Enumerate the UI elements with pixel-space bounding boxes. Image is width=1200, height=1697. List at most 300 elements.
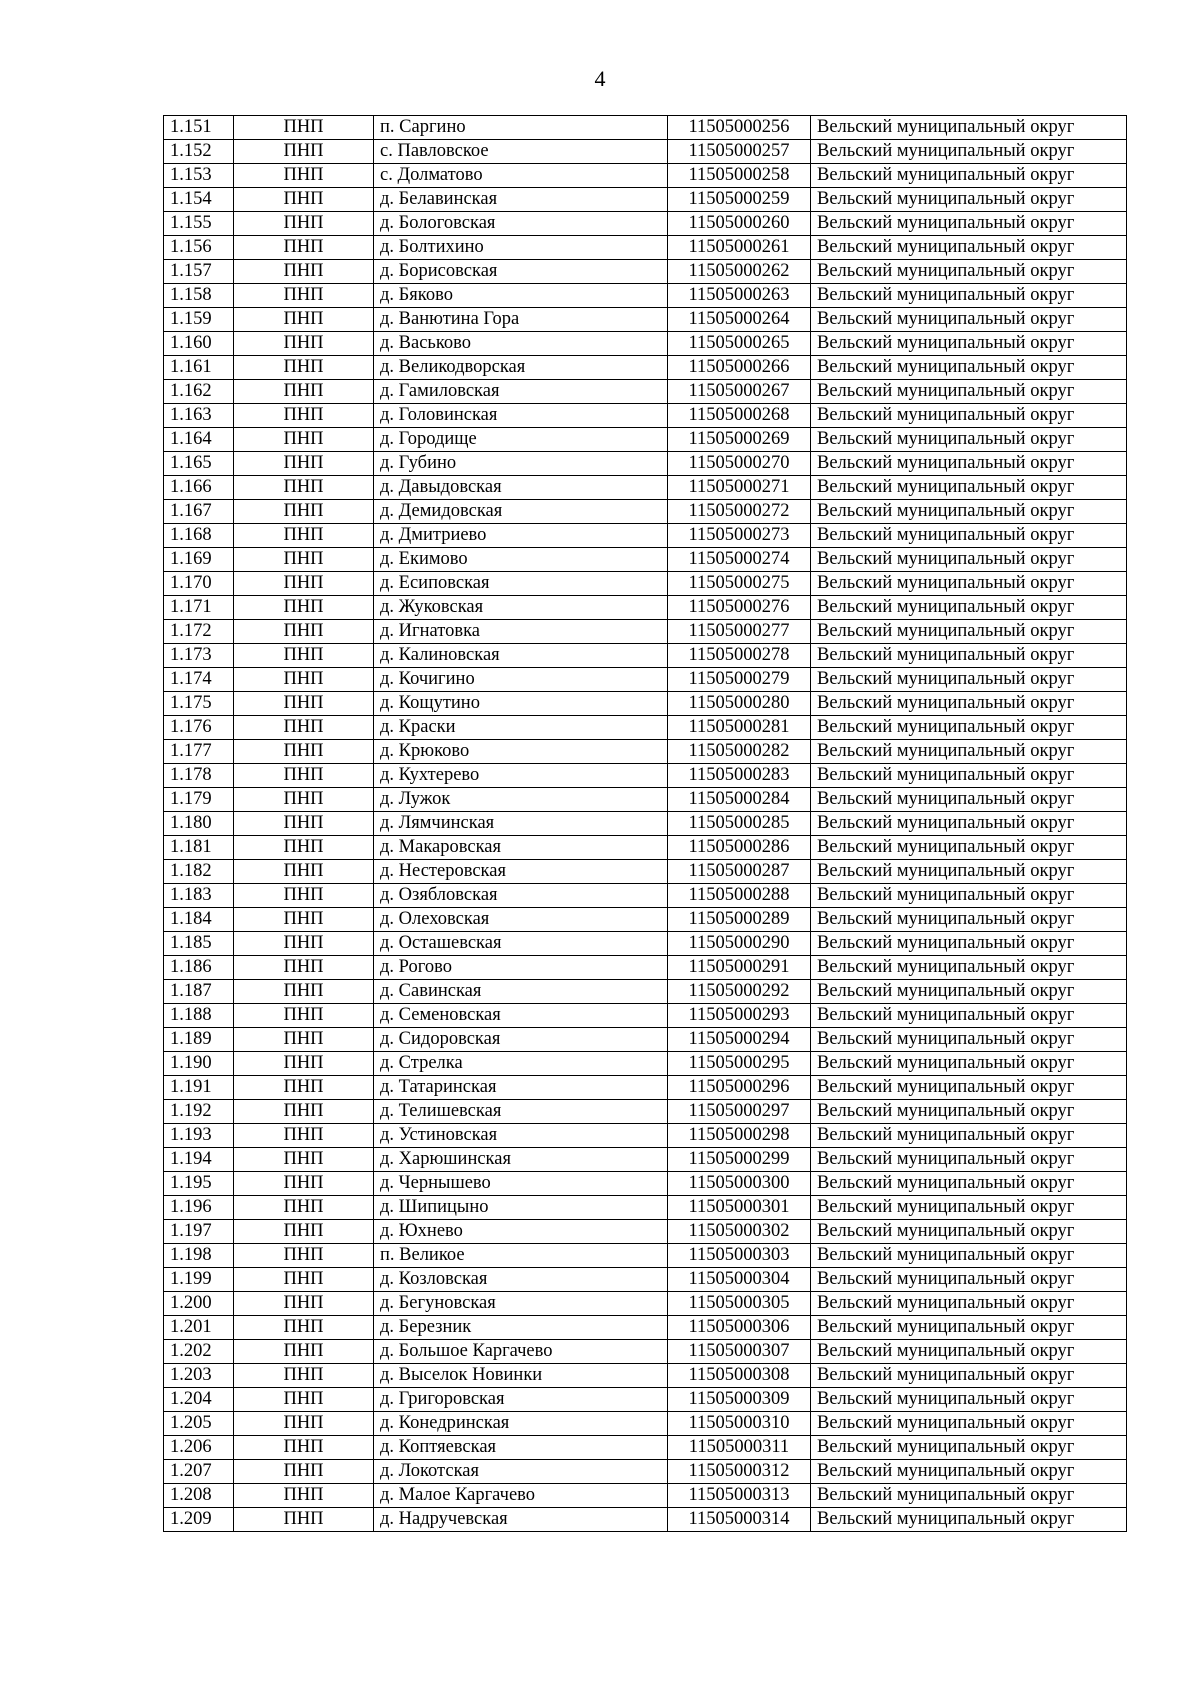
settlement-name-cell: д. Козловская — [374, 1268, 668, 1292]
table-row — [164, 956, 1127, 980]
table-row — [164, 1484, 1127, 1508]
district-cell: Вельский муниципальный округ — [811, 1508, 1127, 1532]
district-cell: Вельский муниципальный округ — [811, 908, 1127, 932]
oktmo-code-cell: 11505000290 — [668, 932, 811, 956]
district-cell: Вельский муниципальный округ — [811, 788, 1127, 812]
settlement-name-cell: д. Головинская — [374, 404, 668, 428]
district-cell: Вельский муниципальный округ — [811, 596, 1127, 620]
table-row — [164, 1052, 1127, 1076]
district-cell: Вельский муниципальный округ — [811, 1364, 1127, 1388]
district-cell: Вельский муниципальный округ — [811, 356, 1127, 380]
district-cell: Вельский муниципальный округ — [811, 1460, 1127, 1484]
settlement-name-cell: д. Крюково — [374, 740, 668, 764]
settlement-name-cell: д. Березник — [374, 1316, 668, 1340]
district-cell: Вельский муниципальный округ — [811, 116, 1127, 140]
district-cell: Вельский муниципальный округ — [811, 404, 1127, 428]
table-row — [164, 188, 1127, 212]
row-number-cell: 1.186 — [164, 956, 234, 980]
table-row — [164, 788, 1127, 812]
settlement-name-cell: д. Давыдовская — [374, 476, 668, 500]
settlement-type-cell: ПНП — [234, 428, 374, 452]
settlement-type-cell: ПНП — [234, 140, 374, 164]
row-number-cell: 1.164 — [164, 428, 234, 452]
settlement-name-cell: д. Кухтерево — [374, 764, 668, 788]
settlement-name-cell: д. Калиновская — [374, 644, 668, 668]
settlement-name-cell: д. Большое Каргачево — [374, 1340, 668, 1364]
oktmo-code-cell: 11505000273 — [668, 524, 811, 548]
row-number-cell: 1.193 — [164, 1124, 234, 1148]
settlement-name-cell: д. Сидоровская — [374, 1028, 668, 1052]
table-row — [164, 644, 1127, 668]
row-number-cell: 1.160 — [164, 332, 234, 356]
table-row — [164, 1148, 1127, 1172]
row-number-cell: 1.154 — [164, 188, 234, 212]
row-number-cell: 1.163 — [164, 404, 234, 428]
oktmo-code-cell: 11505000278 — [668, 644, 811, 668]
district-cell: Вельский муниципальный округ — [811, 212, 1127, 236]
oktmo-code-cell: 11505000274 — [668, 548, 811, 572]
oktmo-code-cell: 11505000283 — [668, 764, 811, 788]
settlement-type-cell: ПНП — [234, 932, 374, 956]
row-number-cell: 1.159 — [164, 308, 234, 332]
settlement-name-cell: д. Краски — [374, 716, 668, 740]
row-number-cell: 1.195 — [164, 1172, 234, 1196]
district-cell: Вельский муниципальный округ — [811, 332, 1127, 356]
oktmo-code-cell: 11505000266 — [668, 356, 811, 380]
table-row — [164, 1100, 1127, 1124]
oktmo-code-cell: 11505000298 — [668, 1124, 811, 1148]
settlement-type-cell: ПНП — [234, 692, 374, 716]
district-cell: Вельский муниципальный округ — [811, 140, 1127, 164]
settlement-name-cell: д. Лямчинская — [374, 812, 668, 836]
table-row — [164, 500, 1127, 524]
district-cell: Вельский муниципальный округ — [811, 1292, 1127, 1316]
district-cell: Вельский муниципальный округ — [811, 428, 1127, 452]
oktmo-code-cell: 11505000309 — [668, 1388, 811, 1412]
row-number-cell: 1.170 — [164, 572, 234, 596]
district-cell: Вельский муниципальный округ — [811, 1316, 1127, 1340]
oktmo-code-cell: 11505000311 — [668, 1436, 811, 1460]
settlement-type-cell: ПНП — [234, 1100, 374, 1124]
table-row — [164, 308, 1127, 332]
row-number-cell: 1.194 — [164, 1148, 234, 1172]
row-number-cell: 1.156 — [164, 236, 234, 260]
table-row — [164, 860, 1127, 884]
row-number-cell: 1.182 — [164, 860, 234, 884]
settlement-type-cell: ПНП — [234, 860, 374, 884]
district-cell: Вельский муниципальный округ — [811, 980, 1127, 1004]
settlement-type-cell: ПНП — [234, 836, 374, 860]
district-cell: Вельский муниципальный округ — [811, 1172, 1127, 1196]
settlement-name-cell: п. Великое — [374, 1244, 668, 1268]
row-number-cell: 1.188 — [164, 1004, 234, 1028]
settlement-type-cell: ПНП — [234, 740, 374, 764]
settlement-name-cell: д. Надручевская — [374, 1508, 668, 1532]
settlement-type-cell: ПНП — [234, 908, 374, 932]
settlement-name-cell: д. Харюшинская — [374, 1148, 668, 1172]
settlement-name-cell: д. Кочигино — [374, 668, 668, 692]
oktmo-code-cell: 11505000284 — [668, 788, 811, 812]
table-row — [164, 1316, 1127, 1340]
district-cell: Вельский муниципальный округ — [811, 260, 1127, 284]
row-number-cell: 1.198 — [164, 1244, 234, 1268]
row-number-cell: 1.175 — [164, 692, 234, 716]
table-row — [164, 1460, 1127, 1484]
settlement-type-cell: ПНП — [234, 404, 374, 428]
row-number-cell: 1.199 — [164, 1268, 234, 1292]
settlement-name-cell: д. Конедринская — [374, 1412, 668, 1436]
settlement-name-cell: д. Малое Каргачево — [374, 1484, 668, 1508]
oktmo-code-cell: 11505000262 — [668, 260, 811, 284]
district-cell: Вельский муниципальный округ — [811, 1388, 1127, 1412]
oktmo-code-cell: 11505000257 — [668, 140, 811, 164]
settlement-name-cell: д. Жуковская — [374, 596, 668, 620]
settlement-type-cell: ПНП — [234, 164, 374, 188]
settlement-type-cell: ПНП — [234, 1412, 374, 1436]
settlement-type-cell: ПНП — [234, 980, 374, 1004]
table-row — [164, 1220, 1127, 1244]
settlement-type-cell: ПНП — [234, 380, 374, 404]
table-row — [164, 1364, 1127, 1388]
settlement-name-cell: д. Олеховская — [374, 908, 668, 932]
table-row — [164, 812, 1127, 836]
settlement-name-cell: д. Телишевская — [374, 1100, 668, 1124]
settlement-type-cell: ПНП — [234, 212, 374, 236]
settlement-type-cell: ПНП — [234, 1292, 374, 1316]
settlement-type-cell: ПНП — [234, 284, 374, 308]
district-cell: Вельский муниципальный округ — [811, 1412, 1127, 1436]
settlement-name-cell: с. Долматово — [374, 164, 668, 188]
district-cell: Вельский муниципальный округ — [811, 1100, 1127, 1124]
row-number-cell: 1.179 — [164, 788, 234, 812]
row-number-cell: 1.183 — [164, 884, 234, 908]
oktmo-code-cell: 11505000286 — [668, 836, 811, 860]
settlement-type-cell: ПНП — [234, 1124, 374, 1148]
settlement-type-cell: ПНП — [234, 548, 374, 572]
settlement-name-cell: д. Шипицыно — [374, 1196, 668, 1220]
district-cell: Вельский муниципальный округ — [811, 548, 1127, 572]
oktmo-code-cell: 11505000279 — [668, 668, 811, 692]
settlement-type-cell: ПНП — [234, 236, 374, 260]
row-number-cell: 1.177 — [164, 740, 234, 764]
row-number-cell: 1.190 — [164, 1052, 234, 1076]
settlement-type-cell: ПНП — [234, 1196, 374, 1220]
settlement-name-cell: д. Рогово — [374, 956, 668, 980]
row-number-cell: 1.197 — [164, 1220, 234, 1244]
settlement-name-cell: д. Кощутино — [374, 692, 668, 716]
row-number-cell: 1.174 — [164, 668, 234, 692]
settlement-name-cell: д. Дмитриево — [374, 524, 668, 548]
oktmo-code-cell: 11505000304 — [668, 1268, 811, 1292]
row-number-cell: 1.196 — [164, 1196, 234, 1220]
row-number-cell: 1.209 — [164, 1508, 234, 1532]
row-number-cell: 1.157 — [164, 260, 234, 284]
settlement-name-cell: д. Савинская — [374, 980, 668, 1004]
district-cell: Вельский муниципальный округ — [811, 1220, 1127, 1244]
settlement-type-cell: ПНП — [234, 764, 374, 788]
table-row — [164, 1244, 1127, 1268]
settlement-type-cell: ПНП — [234, 1388, 374, 1412]
table-row — [164, 236, 1127, 260]
settlement-type-cell: ПНП — [234, 1316, 374, 1340]
row-number-cell: 1.173 — [164, 644, 234, 668]
district-cell: Вельский муниципальный округ — [811, 500, 1127, 524]
district-cell: Вельский муниципальный округ — [811, 812, 1127, 836]
settlement-name-cell: д. Осташевская — [374, 932, 668, 956]
settlement-type-cell: ПНП — [234, 1484, 374, 1508]
oktmo-code-cell: 11505000312 — [668, 1460, 811, 1484]
district-cell: Вельский муниципальный округ — [811, 836, 1127, 860]
district-cell: Вельский муниципальный округ — [811, 716, 1127, 740]
settlement-type-cell: ПНП — [234, 1340, 374, 1364]
table-row — [164, 116, 1127, 140]
row-number-cell: 1.205 — [164, 1412, 234, 1436]
oktmo-code-cell: 11505000280 — [668, 692, 811, 716]
settlement-type-cell: ПНП — [234, 1004, 374, 1028]
oktmo-code-cell: 11505000296 — [668, 1076, 811, 1100]
row-number-cell: 1.180 — [164, 812, 234, 836]
oktmo-code-cell: 11505000314 — [668, 1508, 811, 1532]
table-row — [164, 740, 1127, 764]
district-cell: Вельский муниципальный округ — [811, 164, 1127, 188]
row-number-cell: 1.151 — [164, 116, 234, 140]
table-row — [164, 1436, 1127, 1460]
row-number-cell: 1.153 — [164, 164, 234, 188]
row-number-cell: 1.167 — [164, 500, 234, 524]
row-number-cell: 1.168 — [164, 524, 234, 548]
district-cell: Вельский муниципальный округ — [811, 284, 1127, 308]
table-row — [164, 1268, 1127, 1292]
settlement-name-cell: д. Бяково — [374, 284, 668, 308]
row-number-cell: 1.191 — [164, 1076, 234, 1100]
table-row — [164, 1412, 1127, 1436]
oktmo-code-cell: 11505000264 — [668, 308, 811, 332]
table-row — [164, 1172, 1127, 1196]
settlement-name-cell: д. Бегуновская — [374, 1292, 668, 1316]
settlement-type-cell: ПНП — [234, 1172, 374, 1196]
table-row — [164, 1028, 1127, 1052]
table-row — [164, 1292, 1127, 1316]
table-row — [164, 596, 1127, 620]
settlement-type-cell: ПНП — [234, 356, 374, 380]
settlement-name-cell: д. Устиновская — [374, 1124, 668, 1148]
oktmo-code-cell: 11505000265 — [668, 332, 811, 356]
district-cell: Вельский муниципальный округ — [811, 308, 1127, 332]
row-number-cell: 1.162 — [164, 380, 234, 404]
settlement-name-cell: д. Стрелка — [374, 1052, 668, 1076]
oktmo-code-cell: 11505000271 — [668, 476, 811, 500]
oktmo-code-cell: 11505000313 — [668, 1484, 811, 1508]
settlement-type-cell: ПНП — [234, 260, 374, 284]
settlement-type-cell: ПНП — [234, 956, 374, 980]
district-cell: Вельский муниципальный округ — [811, 884, 1127, 908]
table-row — [164, 1196, 1127, 1220]
table-row — [164, 1388, 1127, 1412]
settlement-type-cell: ПНП — [234, 1244, 374, 1268]
oktmo-code-cell: 11505000259 — [668, 188, 811, 212]
settlement-type-cell: ПНП — [234, 1220, 374, 1244]
row-number-cell: 1.204 — [164, 1388, 234, 1412]
oktmo-code-cell: 11505000260 — [668, 212, 811, 236]
table-row — [164, 1076, 1127, 1100]
district-cell: Вельский муниципальный округ — [811, 956, 1127, 980]
settlement-name-cell: д. Белавинская — [374, 188, 668, 212]
oktmo-code-cell: 11505000288 — [668, 884, 811, 908]
district-cell: Вельский муниципальный округ — [811, 380, 1127, 404]
oktmo-code-cell: 11505000305 — [668, 1292, 811, 1316]
settlement-type-cell: ПНП — [234, 1148, 374, 1172]
row-number-cell: 1.171 — [164, 596, 234, 620]
row-number-cell: 1.165 — [164, 452, 234, 476]
district-cell: Вельский муниципальный округ — [811, 692, 1127, 716]
settlement-name-cell: д. Выселок Новинки — [374, 1364, 668, 1388]
settlement-name-cell: д. Ванютина Гора — [374, 308, 668, 332]
row-number-cell: 1.155 — [164, 212, 234, 236]
settlement-type-cell: ПНП — [234, 332, 374, 356]
settlement-name-cell: д. Юхнево — [374, 1220, 668, 1244]
oktmo-code-cell: 11505000269 — [668, 428, 811, 452]
oktmo-code-cell: 11505000272 — [668, 500, 811, 524]
settlement-name-cell: д. Демидовская — [374, 500, 668, 524]
settlement-type-cell: ПНП — [234, 788, 374, 812]
district-cell: Вельский муниципальный округ — [811, 932, 1127, 956]
page-number: 4 — [594, 66, 606, 91]
row-number-cell: 1.203 — [164, 1364, 234, 1388]
table-row — [164, 980, 1127, 1004]
table-row — [164, 1340, 1127, 1364]
settlement-name-cell: д. Великодворская — [374, 356, 668, 380]
row-number-cell: 1.187 — [164, 980, 234, 1004]
settlement-type-cell: ПНП — [234, 1028, 374, 1052]
table-row — [164, 356, 1127, 380]
district-cell: Вельский муниципальный округ — [811, 1052, 1127, 1076]
settlement-type-cell: ПНП — [234, 1052, 374, 1076]
settlement-name-cell: д. Коптяевская — [374, 1436, 668, 1460]
settlement-type-cell: ПНП — [234, 476, 374, 500]
table-row — [164, 668, 1127, 692]
table-row — [164, 692, 1127, 716]
row-number-cell: 1.208 — [164, 1484, 234, 1508]
settlement-name-cell: д. Борисовская — [374, 260, 668, 284]
oktmo-code-cell: 11505000306 — [668, 1316, 811, 1340]
oktmo-code-cell: 11505000297 — [668, 1100, 811, 1124]
table-row — [164, 908, 1127, 932]
settlement-name-cell: д. Чернышево — [374, 1172, 668, 1196]
settlement-type-cell: ПНП — [234, 524, 374, 548]
table-row — [164, 884, 1127, 908]
table-row — [164, 212, 1127, 236]
row-number-cell: 1.185 — [164, 932, 234, 956]
settlement-name-cell: д. Гамиловская — [374, 380, 668, 404]
oktmo-code-cell: 11505000303 — [668, 1244, 811, 1268]
settlement-type-cell: ПНП — [234, 596, 374, 620]
table-row — [164, 836, 1127, 860]
district-cell: Вельский муниципальный округ — [811, 620, 1127, 644]
oktmo-code-cell: 11505000299 — [668, 1148, 811, 1172]
oktmo-code-cell: 11505000275 — [668, 572, 811, 596]
table-row — [164, 476, 1127, 500]
table-row — [164, 1004, 1127, 1028]
row-number-cell: 1.178 — [164, 764, 234, 788]
district-cell: Вельский муниципальный округ — [811, 188, 1127, 212]
settlement-name-cell: с. Павловское — [374, 140, 668, 164]
table-row — [164, 716, 1127, 740]
table-row — [164, 452, 1127, 476]
oktmo-code-cell: 11505000256 — [668, 116, 811, 140]
table-row — [164, 140, 1127, 164]
settlement-name-cell: д. Татаринская — [374, 1076, 668, 1100]
table-row — [164, 1124, 1127, 1148]
oktmo-code-cell: 11505000270 — [668, 452, 811, 476]
settlement-name-cell: д. Макаровская — [374, 836, 668, 860]
settlement-type-cell: ПНП — [234, 500, 374, 524]
district-cell: Вельский муниципальный округ — [811, 1148, 1127, 1172]
settlement-name-cell: д. Озябловская — [374, 884, 668, 908]
row-number-cell: 1.181 — [164, 836, 234, 860]
district-cell: Вельский муниципальный округ — [811, 1436, 1127, 1460]
oktmo-code-cell: 11505000308 — [668, 1364, 811, 1388]
district-cell: Вельский муниципальный округ — [811, 740, 1127, 764]
oktmo-code-cell: 11505000293 — [668, 1004, 811, 1028]
settlement-type-cell: ПНП — [234, 452, 374, 476]
settlement-name-cell: д. Городище — [374, 428, 668, 452]
settlement-type-cell: ПНП — [234, 1436, 374, 1460]
row-number-cell: 1.207 — [164, 1460, 234, 1484]
settlement-name-cell: д. Васьково — [374, 332, 668, 356]
table-row — [164, 764, 1127, 788]
settlement-type-cell: ПНП — [234, 572, 374, 596]
row-number-cell: 1.166 — [164, 476, 234, 500]
settlement-name-cell: д. Лужок — [374, 788, 668, 812]
oktmo-code-cell: 11505000285 — [668, 812, 811, 836]
settlement-name-cell: д. Локотская — [374, 1460, 668, 1484]
district-cell: Вельский муниципальный округ — [811, 860, 1127, 884]
settlement-type-cell: ПНП — [234, 1364, 374, 1388]
settlement-type-cell: ПНП — [234, 668, 374, 692]
oktmo-code-cell: 11505000258 — [668, 164, 811, 188]
settlement-type-cell: ПНП — [234, 1268, 374, 1292]
table-row — [164, 1508, 1127, 1532]
row-number-cell: 1.176 — [164, 716, 234, 740]
row-number-cell: 1.192 — [164, 1100, 234, 1124]
district-cell: Вельский муниципальный округ — [811, 1484, 1127, 1508]
settlement-type-cell: ПНП — [234, 716, 374, 740]
district-cell: Вельский муниципальный округ — [811, 1340, 1127, 1364]
district-cell: Вельский муниципальный округ — [811, 476, 1127, 500]
settlement-name-cell: д. Есиповская — [374, 572, 668, 596]
oktmo-code-cell: 11505000291 — [668, 956, 811, 980]
district-cell: Вельский муниципальный округ — [811, 644, 1127, 668]
oktmo-code-cell: 11505000300 — [668, 1172, 811, 1196]
oktmo-code-cell: 11505000301 — [668, 1196, 811, 1220]
district-cell: Вельский муниципальный округ — [811, 452, 1127, 476]
table-row — [164, 260, 1127, 284]
oktmo-code-cell: 11505000307 — [668, 1340, 811, 1364]
oktmo-code-cell: 11505000295 — [668, 1052, 811, 1076]
district-cell: Вельский муниципальный округ — [811, 764, 1127, 788]
settlement-name-cell: д. Екимово — [374, 548, 668, 572]
settlement-type-cell: ПНП — [234, 884, 374, 908]
row-number-cell: 1.158 — [164, 284, 234, 308]
settlement-name-cell: д. Болтихино — [374, 236, 668, 260]
settlement-name-cell: д. Бологовская — [374, 212, 668, 236]
district-cell: Вельский муниципальный округ — [811, 668, 1127, 692]
oktmo-code-cell: 11505000268 — [668, 404, 811, 428]
district-cell: Вельский муниципальный округ — [811, 236, 1127, 260]
row-number-cell: 1.184 — [164, 908, 234, 932]
oktmo-code-cell: 11505000276 — [668, 596, 811, 620]
oktmo-code-cell: 11505000282 — [668, 740, 811, 764]
